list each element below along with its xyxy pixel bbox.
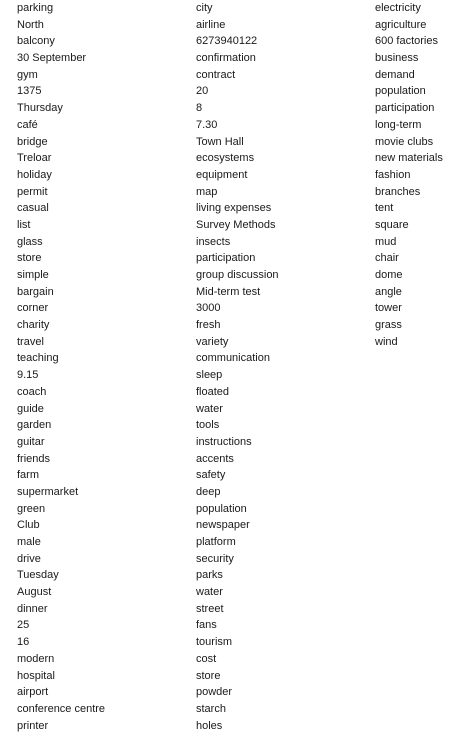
list-item: male	[17, 536, 41, 548]
list-item: dome	[375, 269, 403, 281]
list-item: conference centre	[17, 702, 106, 715]
list-item: charity	[17, 319, 50, 332]
list-item: grass	[375, 319, 402, 332]
list-item: guitar	[17, 435, 45, 448]
list-item: 8	[196, 102, 203, 115]
list-item: drive	[17, 552, 41, 565]
list-item: 30 September	[17, 52, 87, 65]
list-item: street	[196, 602, 224, 615]
list-item: chair	[375, 252, 399, 265]
list-item: simple	[17, 269, 49, 281]
list-item: angle	[375, 285, 402, 298]
list-item: floated	[196, 385, 230, 398]
list-item: Thursday	[17, 102, 63, 115]
list-item: parking	[17, 2, 54, 14]
list-item: equipment	[196, 168, 248, 181]
list-item: green	[17, 502, 46, 515]
list-item: ecosystems	[196, 152, 255, 165]
list-item: new materials	[375, 152, 443, 165]
list-item: printer	[17, 719, 49, 732]
list-item: safety	[196, 469, 226, 482]
list-item: bargain	[17, 285, 54, 298]
list-item: hospital	[17, 669, 55, 682]
list-item: accents	[196, 452, 234, 465]
list-item: teaching	[17, 352, 59, 365]
list-item: corner	[17, 302, 49, 315]
list-item: Town Hall	[196, 135, 244, 148]
list-item: sleep	[196, 369, 223, 382]
list-item: electricity	[375, 2, 421, 14]
list-item: glass	[17, 235, 43, 248]
list-item: starch	[196, 702, 226, 715]
list-item: tools	[196, 419, 220, 432]
list-item: insects	[196, 235, 231, 248]
list-item: store	[17, 252, 42, 265]
list-item: coach	[17, 385, 47, 398]
list-item: city	[196, 2, 213, 14]
list-item: dinner	[17, 602, 48, 615]
list-item: store	[196, 669, 221, 682]
list-item: business	[375, 52, 419, 65]
list-item: holiday	[17, 168, 52, 181]
list-item: newspaper	[196, 519, 250, 532]
list-item: fashion	[375, 168, 411, 181]
list-item: participation	[196, 252, 256, 265]
list-item: cost	[196, 652, 217, 665]
list-item: map	[196, 185, 218, 198]
list-item: North	[17, 18, 44, 31]
list-item: airport	[17, 686, 49, 699]
list-item: 16	[17, 636, 30, 649]
list-item: contract	[196, 68, 236, 81]
word-column-1	[17, 0, 187, 734]
list-item: modern	[17, 652, 55, 665]
list-item: population	[375, 85, 426, 98]
list-item: branches	[375, 185, 421, 198]
list-item: water	[196, 586, 223, 599]
list-item: powder	[196, 686, 233, 699]
list-item: water	[196, 402, 223, 415]
list-item: list	[17, 218, 31, 231]
list-item: square	[375, 218, 409, 231]
list-item: Tuesday	[17, 569, 59, 582]
list-item: 9.15	[17, 369, 39, 382]
list-item: balcony	[17, 35, 55, 48]
word-column-3	[375, 0, 464, 350]
list-item: mud	[375, 235, 397, 248]
list-item: 600 factories	[375, 35, 438, 48]
list-item: instructions	[196, 435, 252, 448]
list-item: 1375	[17, 85, 42, 98]
list-item: travel	[17, 335, 44, 348]
list-item: airline	[196, 18, 226, 31]
list-item: holes	[196, 719, 223, 732]
list-item: population	[196, 502, 247, 515]
list-item: 20	[196, 85, 209, 98]
list-item: gym	[17, 68, 38, 81]
list-item: café	[17, 118, 38, 131]
list-item: permit	[17, 185, 48, 198]
list-item: Mid-term test	[196, 285, 261, 298]
list-item: guide	[17, 402, 44, 415]
list-item: 7.30	[196, 118, 218, 131]
list-item: living expenses	[196, 202, 272, 215]
list-item: deep	[196, 485, 221, 498]
list-item: tower	[375, 302, 402, 315]
list-item: platform	[196, 536, 236, 548]
list-item: fresh	[196, 319, 221, 332]
list-item: demand	[375, 68, 415, 81]
list-item: security	[196, 552, 234, 565]
list-item: communication	[196, 352, 270, 365]
list-item: 3000	[196, 302, 221, 315]
list-item: confirmation	[196, 52, 256, 65]
list-item: variety	[196, 335, 229, 348]
list-item: supermarket	[17, 485, 79, 498]
list-item: agriculture	[375, 18, 427, 31]
list-item: August	[17, 586, 52, 599]
list-item: tent	[375, 202, 394, 215]
list-item: friends	[17, 452, 51, 465]
list-item: Survey Methods	[196, 218, 276, 231]
list-item: wind	[375, 335, 398, 348]
list-item: movie clubs	[375, 135, 434, 148]
list-item: tourism	[196, 636, 233, 649]
list-item: Treloar	[17, 152, 52, 165]
list-item: 25	[17, 619, 30, 632]
list-item: farm	[17, 469, 39, 482]
list-item: 6273940122	[196, 35, 258, 48]
list-item: bridge	[17, 135, 48, 148]
list-item: group discussion	[196, 269, 279, 281]
list-item: garden	[17, 419, 52, 432]
list-item: casual	[17, 202, 49, 215]
list-item: parks	[196, 569, 223, 582]
word-column-2	[196, 0, 366, 734]
list-item: participation	[375, 102, 435, 115]
list-item: Club	[17, 519, 40, 532]
list-item: long-term	[375, 118, 422, 131]
list-item: fans	[196, 619, 217, 632]
